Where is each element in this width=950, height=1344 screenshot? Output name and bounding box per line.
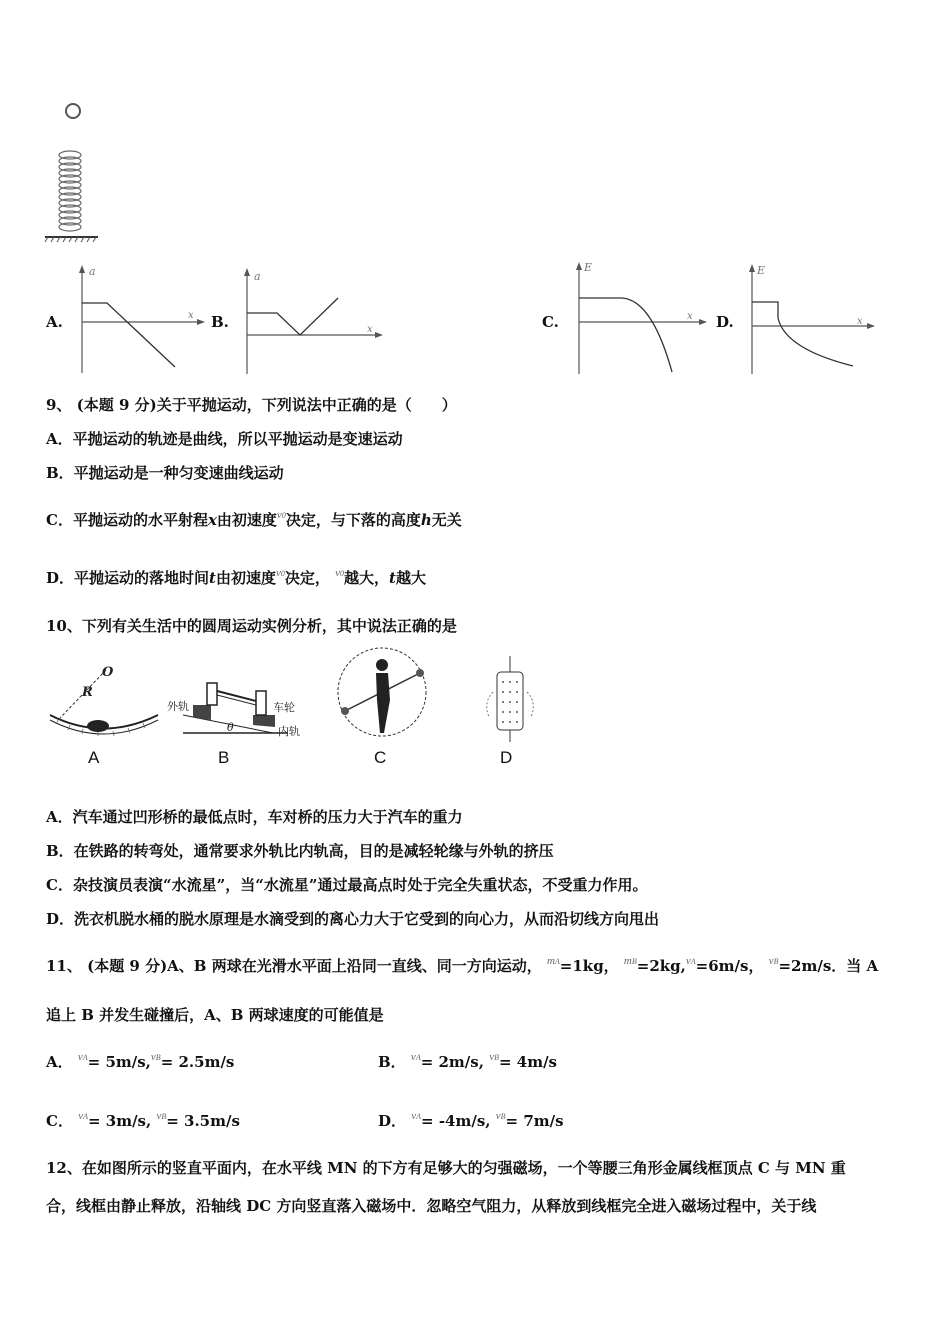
q9-d-mid: 由初速度	[215, 569, 276, 587]
v-b-prime-symbol: vB	[495, 1110, 506, 1122]
q9-option-d	[46, 568, 426, 591]
q9-d-post: 决定，	[284, 569, 330, 587]
q11-ma: =1kg，	[559, 957, 619, 975]
fig-outer-rail-label: 外轨	[167, 700, 189, 713]
fig-theta-label: θ	[227, 721, 234, 734]
fig-inner-rail-label: 内轨	[278, 725, 300, 738]
fig-o-label: O	[102, 665, 114, 680]
q11-option-b: B． $^{vA}$= 2m/s, $^{vB}$= 4m/s	[378, 1051, 557, 1071]
option-label-c: C.	[542, 313, 559, 331]
graph-d	[745, 264, 880, 376]
q9-c-mid: 由初速度	[216, 511, 277, 529]
v-b-prime-symbol: vB	[156, 1110, 167, 1122]
q10-figure-d	[475, 652, 545, 747]
graph-d-axis-x: x	[857, 316, 863, 327]
q9-option-b: B．平抛运动是一种匀变速曲线运动	[46, 464, 284, 482]
q10-figure-a	[48, 660, 163, 740]
v-a-prime-symbol: vA	[411, 1110, 422, 1122]
q10-option-c: C．杂技演员表演“水流星”，当“水流星”通过最高点时处于完全失重状态，不受重力作用。	[46, 876, 648, 894]
q9-stem: 9、 (本题 9 分)关于平抛运动，下列说法中正确的是（ ）	[46, 396, 457, 414]
q11-option-a: A． $^{vA}$= 5m/s,$^{vB}$= 2.5m/s	[46, 1051, 235, 1071]
graph-a-axis-a: a	[89, 265, 96, 278]
v-a-prime-symbol: vA	[78, 1110, 88, 1122]
q9-c-var: x	[207, 511, 217, 529]
q12-line1: 12、在如图所示的竖直平面内，在水平线 MN 的下方有足够大的匀强磁场，一个等腰三角形金属线框顶点 C 与 MN 重	[46, 1159, 846, 1177]
graph-b	[240, 268, 385, 378]
q9-d-post2: 越大，	[344, 569, 390, 587]
v-b-prime-symbol: vB	[150, 1051, 161, 1063]
q11-option-d: D． $^{vA}$= -4m/s, $^{vB}$= 7m/s	[378, 1110, 564, 1130]
q9-option-a: A．平抛运动的轨迹是曲线，所以平抛运动是变速运动	[46, 430, 403, 448]
m-a-symbol: mA	[546, 955, 560, 967]
q9-c-h: h	[420, 511, 432, 529]
v-a-symbol: vA	[685, 955, 696, 967]
q11-stem-pre: 11、 (本题 9 分)A、B 两球在光滑水平面上沿同一直线、同一方向运动，	[46, 957, 542, 975]
q11-stem	[46, 956, 878, 979]
q9-d-t: t	[389, 569, 396, 587]
fig-wheel-label: 车轮	[273, 701, 295, 714]
q10-figure-c	[330, 645, 435, 745]
fig-caption-d: D	[500, 748, 513, 767]
graph-d-axis-e: E	[757, 264, 766, 277]
q10-stem: 10、下列有关生活中的圆周运动实例分析，其中说法正确的是	[46, 617, 457, 635]
q11-vb: =2m/s．当 A	[778, 957, 879, 975]
q9-d-var: t	[209, 569, 216, 587]
q9-c-post: 决定，与下落的高度	[285, 511, 421, 529]
v0-symbol: v0	[275, 567, 285, 579]
m-b-symbol: mB	[623, 955, 637, 967]
option-label-a: A.	[46, 313, 63, 331]
q9-option-c	[46, 510, 462, 533]
fig-caption-a: A	[88, 748, 100, 767]
graph-a-axis-x: x	[188, 310, 194, 321]
v0-symbol: v0	[335, 567, 344, 579]
q10-option-d: D．洗衣机脱水桶的脱水原理是水滴受到的离心力大于它受到的向心力，从而沿切线方向甩出	[46, 910, 660, 928]
v0-symbol: v0	[276, 509, 286, 521]
q12-line2: 合，线框由静止释放，沿轴线 DC 方向竖直落入磁场中．忽略空气阻力，从释放到线框完全进入磁场过程中，关于线	[46, 1197, 817, 1215]
q9-c-pre: C．平抛运动的水平射程	[46, 511, 208, 529]
v-b-prime-symbol: vB	[489, 1051, 499, 1063]
q10-figure-b	[163, 665, 313, 740]
fig-caption-c: C	[374, 748, 387, 767]
q10-option-b: B．在铁路的转弯处，通常要求外轨比内轨高，目的是减轻轮缘与外轨的挤压	[46, 842, 554, 860]
q11-stem-line2: 追上 B 并发生碰撞后，A、B 两球速度的可能值是	[46, 1006, 384, 1024]
q9-d-end: 越大	[395, 569, 426, 587]
q11-mb: =2kg,	[636, 957, 686, 975]
q11-option-c: C． $^{vA}$= 3m/s, $^{vB}$= 3.5m/s	[46, 1110, 240, 1130]
option-label-d: D.	[716, 313, 734, 331]
fig-r-label: R	[82, 685, 93, 700]
graph-a	[75, 265, 205, 375]
spring-ball-figure	[40, 95, 110, 245]
fig-caption-b: B	[218, 748, 230, 767]
option-label-b: B.	[211, 313, 229, 331]
graph-c-axis-x: x	[687, 311, 693, 322]
graph-c-axis-e: E	[584, 261, 593, 274]
q11-va: =6m/s，	[695, 957, 764, 975]
v-a-prime-symbol: vA	[77, 1051, 88, 1063]
q9-c-end: 无关	[431, 511, 462, 529]
q9-d-pre: D．平抛运动的落地时间	[46, 569, 210, 587]
v-b-symbol: vB	[768, 955, 779, 967]
graph-b-axis-a: a	[254, 270, 261, 283]
graph-b-axis-x: x	[367, 324, 373, 335]
v-a-prime-symbol: vA	[410, 1051, 421, 1063]
q10-option-a: A．汽车通过凹形桥的最低点时，车对桥的压力大于汽车的重力	[46, 808, 463, 826]
graph-c	[572, 262, 712, 377]
